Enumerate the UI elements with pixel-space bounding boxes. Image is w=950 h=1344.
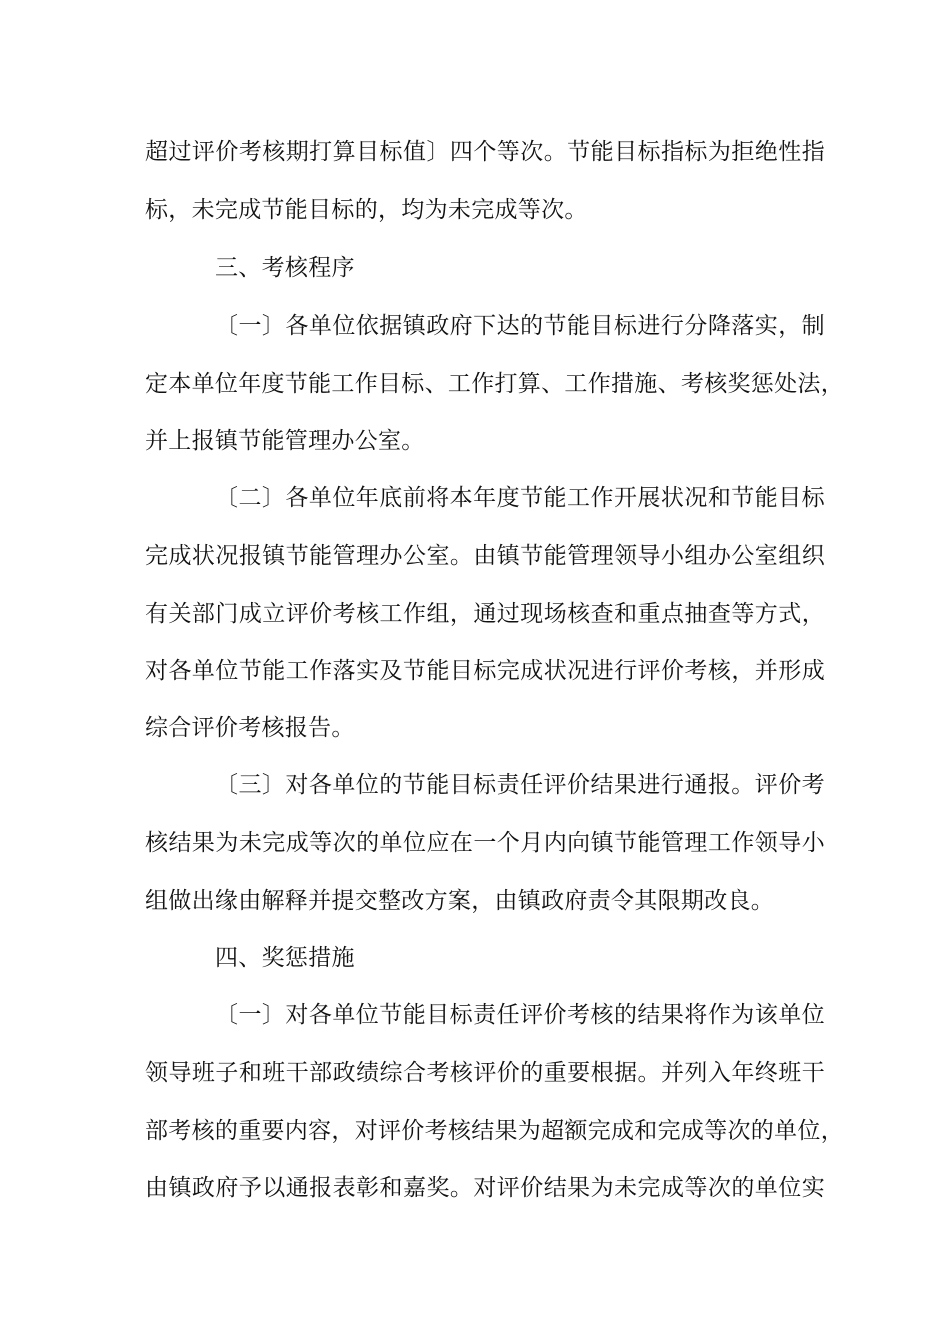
section-heading-3: 三、考核程序 (215, 255, 355, 281)
text-line: 〔三〕对各单位的节能目标责任评价结果进行通报。评价考 (215, 772, 825, 798)
text-line: 并上报镇节能管理办公室。 (145, 428, 425, 454)
text-line: 组做出缘由解释并提交整改方案，由镇政府责令其限期改良。 (145, 888, 775, 914)
text-line: 〔一〕各单位依据镇政府下达的节能目标进行分降落实，制 (215, 313, 825, 339)
section-heading-4: 四、奖惩措施 (215, 945, 355, 971)
text-line: 对各单位节能工作落实及节能目标完成状况进行评价考核，并形成 (145, 658, 825, 684)
text-line: 有关部门成立评价考核工作组，通过现场核查和重点抽查等方式， (145, 601, 825, 627)
text-line: 〔二〕各单位年底前将本年度节能工作开展状况和节能目标 (215, 485, 825, 511)
text-line: 部考核的重要内容，对评价考核结果为超额完成和完成等次的单位， (145, 1118, 844, 1144)
text-line: 综合评价考核报告。 (145, 715, 355, 741)
text-line: 定本单位年度节能工作目标、工作打算、工作措施、考核奖惩处法， (145, 371, 844, 397)
text-line: 完成状况报镇节能管理办公室。由镇节能管理领导小组办公室组织 (145, 543, 825, 569)
text-line: 由镇政府予以通报表彰和嘉奖。对评价结果为未完成等次的单位实 (145, 1175, 825, 1201)
text-line: 标，未完成节能目标的，均为未完成等次。 (145, 197, 588, 223)
text-line: 〔一〕对各单位节能目标责任评价考核的结果将作为该单位 (215, 1002, 825, 1028)
text-line: 超过评价考核期打算目标值〕四个等次。节能目标指标为拒绝性指 (145, 139, 825, 165)
text-line: 领导班子和班干部政绩综合考核评价的重要根据。并列入年终班干 (145, 1060, 825, 1086)
text-line: 核结果为未完成等次的单位应在一个月内向镇节能管理工作领导小 (145, 830, 825, 856)
